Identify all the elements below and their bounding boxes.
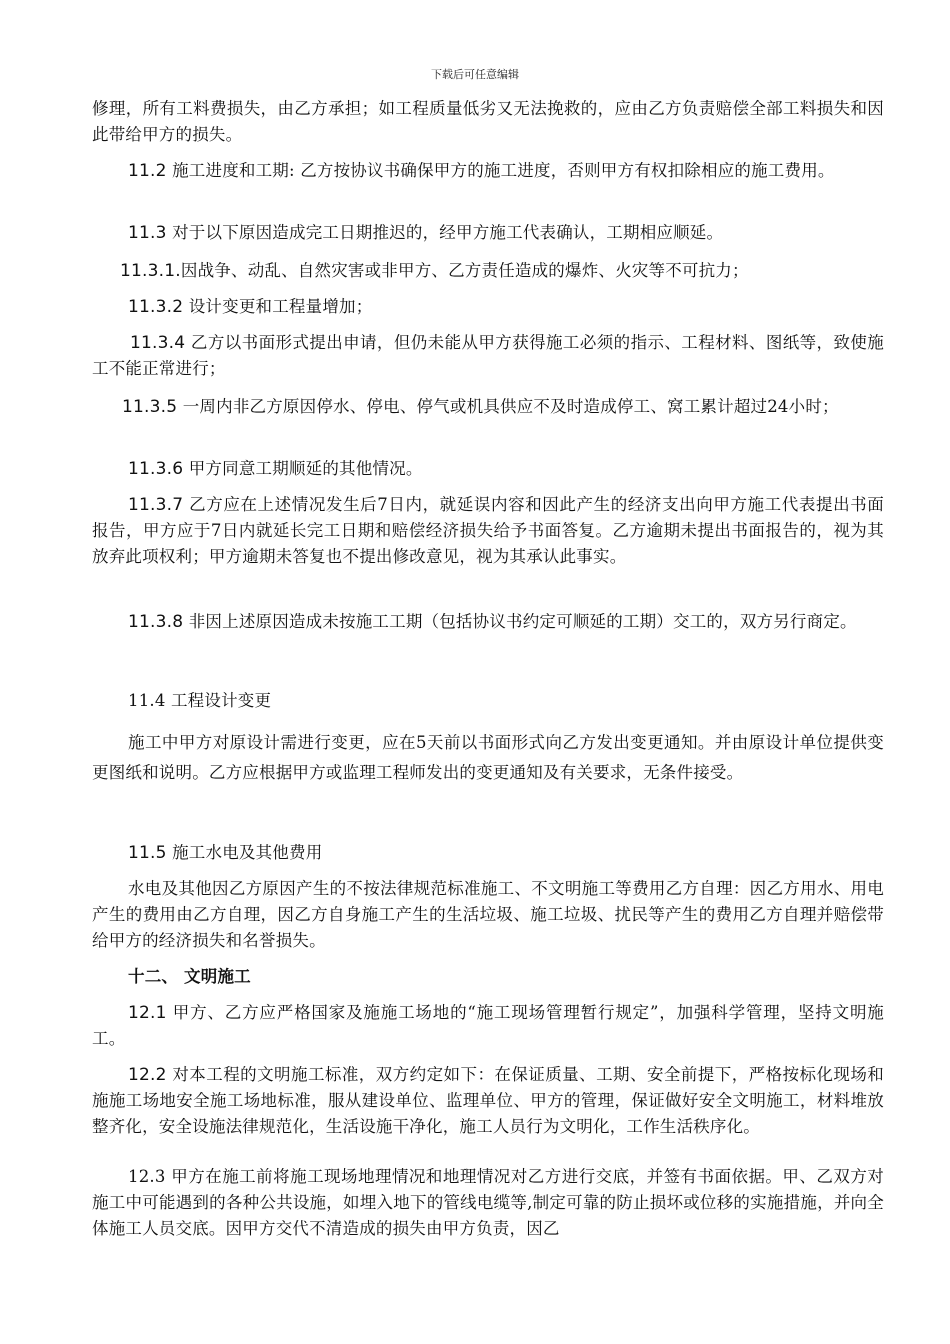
- paragraph-11-3-6: [92, 456, 884, 482]
- paragraph-utilities: [92, 876, 884, 954]
- heading-text: 11.4 工程设计变更: [128, 691, 272, 710]
- paragraph-design-change: [92, 728, 884, 788]
- paragraph-text: 一周内非乙方原因停水、停电、停气或机具供应不及时造成停工、窝工累计超过24小时；: [177, 397, 839, 416]
- clause-number: 11.3.5: [122, 397, 178, 417]
- clause-number: 11.3: [128, 223, 167, 243]
- paragraph-text: 修理，所有工料费损失，由乙方承担；如工程质量低劣又无法挽救的，应由乙方负责赔偿全部工料损失和因此带给甲方的损失。: [92, 99, 884, 144]
- paragraph-text: 非因上述原因造成未按施工工期（包括协议书约定可顺延的工期）交工的，双方另行商定。: [183, 612, 857, 631]
- paragraph-12-1: [92, 1000, 884, 1052]
- clause-number: 11.5: [128, 843, 167, 863]
- clause-number: 11.2: [128, 161, 167, 181]
- page-header: 下载后可任意编辑: [431, 68, 519, 81]
- clause-number: 12.2: [128, 1065, 167, 1085]
- paragraph-11-2: [92, 158, 884, 184]
- paragraph-text: 施工进度和工期: 乙方按协议书确保甲方的施工进度，否则甲方有权扣除相应的施工费用。: [166, 161, 835, 180]
- paragraph-text: 水电及其他因乙方原因产生的不按法律规范标准施工、不文明施工等费用乙方自理：因乙方用水、用电产生的费用由乙方自理，因乙方自身施工产生的生活垃圾、施工垃圾、扰民等产生的费用乙方自理并赔偿带给甲方的经济损失和名誉损失。: [92, 879, 884, 950]
- paragraph-11-3-4: [92, 330, 884, 382]
- paragraph-text: 设计变更和工程量增加；: [183, 297, 373, 316]
- paragraph-12-3: [92, 1164, 884, 1242]
- paragraph-11-3-5: [92, 394, 884, 420]
- paragraph-12-2: [92, 1062, 884, 1140]
- clause-number: 11.3.6: [128, 459, 184, 479]
- paragraph-text: 乙方以书面形式提出申请，但仍未能从甲方获得施工必须的指示、工程材料、图纸等，致使施工不能正常进行；: [92, 333, 884, 378]
- section-heading-12: [92, 964, 884, 990]
- paragraph-text: 甲方同意工期顺延的其他情况。: [183, 459, 423, 478]
- paragraph-11-3-1: [92, 258, 884, 284]
- heading-11-4: [92, 688, 884, 714]
- paragraph-11-3-2: [92, 294, 884, 320]
- clause-number: 11.3.1.: [120, 261, 181, 281]
- paragraph-11-3: [92, 220, 884, 246]
- paragraph-text: 甲方、乙方应严格国家及施施工场地的“施工现场管理暂行规定”，加强科学管理，坚持文明施工。: [92, 1003, 884, 1048]
- heading-text: 十二、 文明施工: [128, 967, 251, 986]
- paragraph-text: 12.3 甲方在施工前将施工现场地理情况和地理情况对乙方进行交底，并签有书面依据。甲、乙双方对施工中可能遇到的各种公共设施，如埋入地下的管线电缆等,制定可靠的防止损坏或位移的实施措施，并向全体施工人员交底。因甲方交代不清造成的损失由甲方负责，因乙: [92, 1167, 884, 1238]
- clause-number: 11.3.8: [128, 612, 184, 632]
- clause-number: 11.3.2: [128, 297, 184, 317]
- heading-11-5: [92, 840, 884, 866]
- paragraph-11-3-7: [92, 492, 884, 570]
- heading-text: 施工水电及其他费用: [166, 843, 323, 862]
- paragraph-repair-loss: [92, 96, 884, 148]
- paragraph-text: 因战争、动乱、自然灾害或非甲方、乙方责任造成的爆炸、火灾等不可抗力；: [180, 261, 749, 280]
- clause-number: 11.3.4: [130, 333, 186, 353]
- clause-number: 12.1: [128, 1003, 167, 1023]
- paragraph-11-3-8: [92, 604, 884, 640]
- paragraph-text: 对于以下原因造成完工日期推迟的，经甲方施工代表确认，工期相应顺延。: [166, 223, 724, 242]
- paragraph-text: 乙方应在上述情况发生后7日内，就延误内容和因此产生的经济支出向甲方施工代表提出书面报告，甲方应于7日内就延长完工日期和赔偿经济损失给予书面答复。乙方逾期未提出书面报告的，视为其放弃此项权利；甲方逾期未答复也不提出修改意见，视为其承认此事实。: [92, 495, 884, 566]
- clause-number: 11.3.7: [128, 495, 184, 515]
- paragraph-text: 施工中甲方对原设计需进行变更，应在5天前以书面形式向乙方发出变更通知。并由原设计单位提供变更图纸和说明。乙方应根据甲方或监理工程师发出的变更通知及有关要求，无条件接受。: [92, 733, 884, 782]
- paragraph-text: 对本工程的文明施工标准，双方约定如下：在保证质量、工期、安全前提下，严格按标化现场和施施工场地安全施工场地标准，服从建设单位、监理单位、甲方的管理，保证做好安全文明施工，材料堆放整齐化，安全设施法律规范化，生活设施干净化，施工人员行为文明化，工作生活秩序化。: [92, 1065, 884, 1136]
